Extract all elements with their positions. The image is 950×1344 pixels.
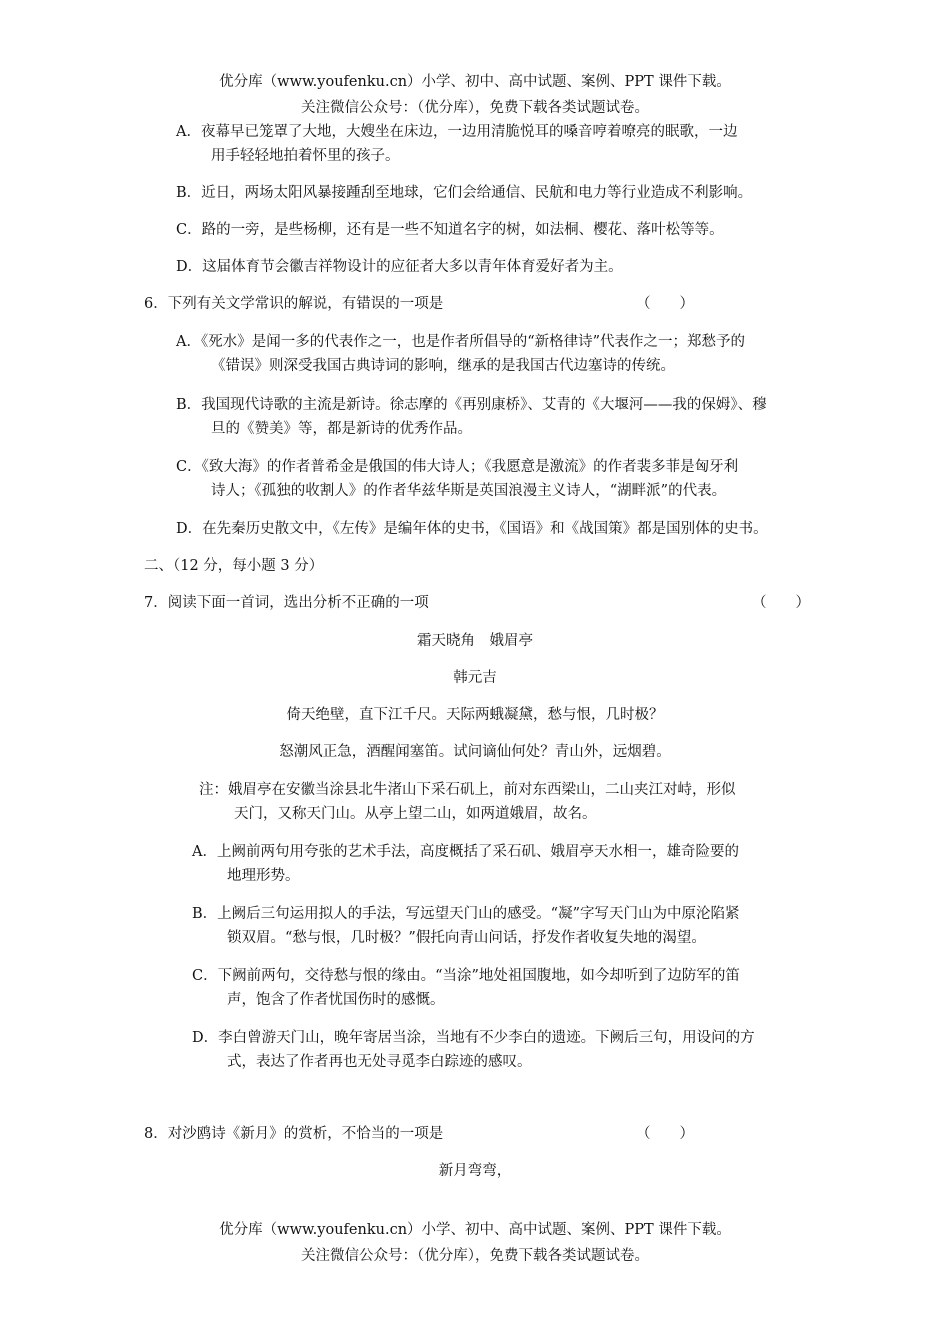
q8-answer-paren: （ ） <box>636 1126 694 1142</box>
q7-option-a-line-2: 地理形势。 <box>227 868 300 884</box>
q7-option-b-line-2: 锁双眉。“愁与恨，几时极？”假托向青山问话，抒发作者收复失地的渴望。 <box>227 930 706 946</box>
q8-stem: 8．对沙鸥诗《新月》的赏析，不恰当的一项是 <box>144 1126 444 1142</box>
q6-stem: 6．下列有关文学常识的解说，有错误的一项是 <box>144 296 444 312</box>
q6-option-c-line-2: 诗人；《孤独的收割人》的作者华兹华斯是英国浪漫主义诗人，“湖畔派”的代表。 <box>211 483 727 499</box>
footer-line-1: 优分库（www.youfenku.cn）小学、初中、高中试题、案例、PPT 课件下载。 <box>219 1222 731 1238</box>
q6-answer-paren: （ ） <box>636 296 694 312</box>
q6-option-d: D．在先秦历史散文中，《左传》是编年体的史书，《国语》和《战国策》都是国别体的史书。 <box>176 521 768 537</box>
header-line-2: 关注微信公众号：（优分库），免费下载各类试题试卷。 <box>301 100 649 116</box>
q7-option-d-line-1: D．李白曾游天门山，晚年寄居当涂，当地有不少李白的遗迹。下阙后三句，用设问的方 <box>192 1030 755 1046</box>
q7-option-a-line-1: A．上阙前两句用夸张的艺术手法，高度概括了采石矶、娥眉亭天水相一，雄奇险要的 <box>192 844 739 860</box>
q7-option-b-line-1: B．上阙后三句运用拟人的手法，写远望天门山的感受。“凝”字写天门山为中原沦陷紧 <box>192 906 740 922</box>
q8-poem-line-1: 新月弯弯， <box>438 1163 512 1179</box>
q7-option-c-line-1: C．下阙前两句，交待愁与恨的缘由。“当涂”地处祖国腹地，如今却听到了边防军的笛 <box>192 968 740 984</box>
q7-poem-author: 韩元吉 <box>453 670 497 686</box>
q7-poem-title: 霜天晓角 娥眉亭 <box>417 633 533 649</box>
header-line-1: 优分库（www.youfenku.cn）小学、初中、高中试题、案例、PPT 课件下载。 <box>219 74 731 90</box>
q5-option-a-line-1: A．夜幕早已笼罩了大地，大嫂坐在床边，一边用清脆悦耳的嗓音哼着嘹亮的眠歌，一边 <box>176 124 738 140</box>
q7-note-line-1: 注：娥眉亭在安徽当涂县北牛渚山下采石矶上，前对东西梁山，二山夹江对峙，形似 <box>199 782 736 798</box>
q5-option-c: C．路的一旁，是些杨柳，还有是一些不知道名字的树，如法桐、樱花、落叶松等等。 <box>176 222 724 238</box>
q7-note-line-2: 天门，又称天门山。从亭上望二山，如两道娥眉，故名。 <box>234 806 597 822</box>
q5-option-b: B．近日，两场太阳风暴接踵刮至地球，它们会给通信、民航和电力等行业造成不利影响。 <box>176 185 753 201</box>
q7-answer-paren: （ ） <box>752 595 810 611</box>
q6-option-a-line-2: 《错误》则深受我国古典诗词的影响，继承的是我国古代边塞诗的传统。 <box>211 358 675 374</box>
q6-option-c-line-1: C．《致大海》的作者普希金是俄国的伟大诗人；《我愿意是激流》的作者裴多菲是匈牙利 <box>176 459 739 475</box>
q7-option-c-line-2: 声，饱含了作者忧国伤时的感慨。 <box>227 992 445 1008</box>
q7-stem: 7．阅读下面一首词，选出分析不正确的一项 <box>144 595 429 611</box>
q6-option-a-line-1: A．《死水》是闻一多的代表作之一，也是作者所倡导的“新格律诗”代表作之一；郑愁予的 <box>176 334 746 350</box>
section-2-title: 二、（12 分，每小题 3 分） <box>144 558 324 574</box>
q7-poem-line-2: 怒潮风正急，酒醒闻塞笛。试问谪仙何处？青山外，远烟碧。 <box>279 744 671 760</box>
footer-line-2: 关注微信公众号：（优分库），免费下载各类试题试卷。 <box>301 1248 649 1264</box>
q7-poem-line-1: 倚天绝壁，直下江千尺。天际两蛾凝黛，愁与恨，几时极？ <box>286 707 664 723</box>
q6-option-b-line-2: 旦的《赞美》等，都是新诗的优秀作品。 <box>211 421 472 437</box>
q6-option-b-line-1: B．我国现代诗歌的主流是新诗。徐志摩的《再别康桥》、艾青的《大堰河——我的保姆》、穆 <box>176 397 767 413</box>
q5-option-a-line-2: 用手轻轻地拍着怀里的孩子。 <box>211 148 400 164</box>
q5-option-d: D．这届体育节会徽吉祥物设计的应征者大多以青年体育爱好者为主。 <box>176 259 623 275</box>
q7-option-d-line-2: 式，表达了作者再也无处寻觅李白踪迹的感叹。 <box>227 1054 532 1070</box>
